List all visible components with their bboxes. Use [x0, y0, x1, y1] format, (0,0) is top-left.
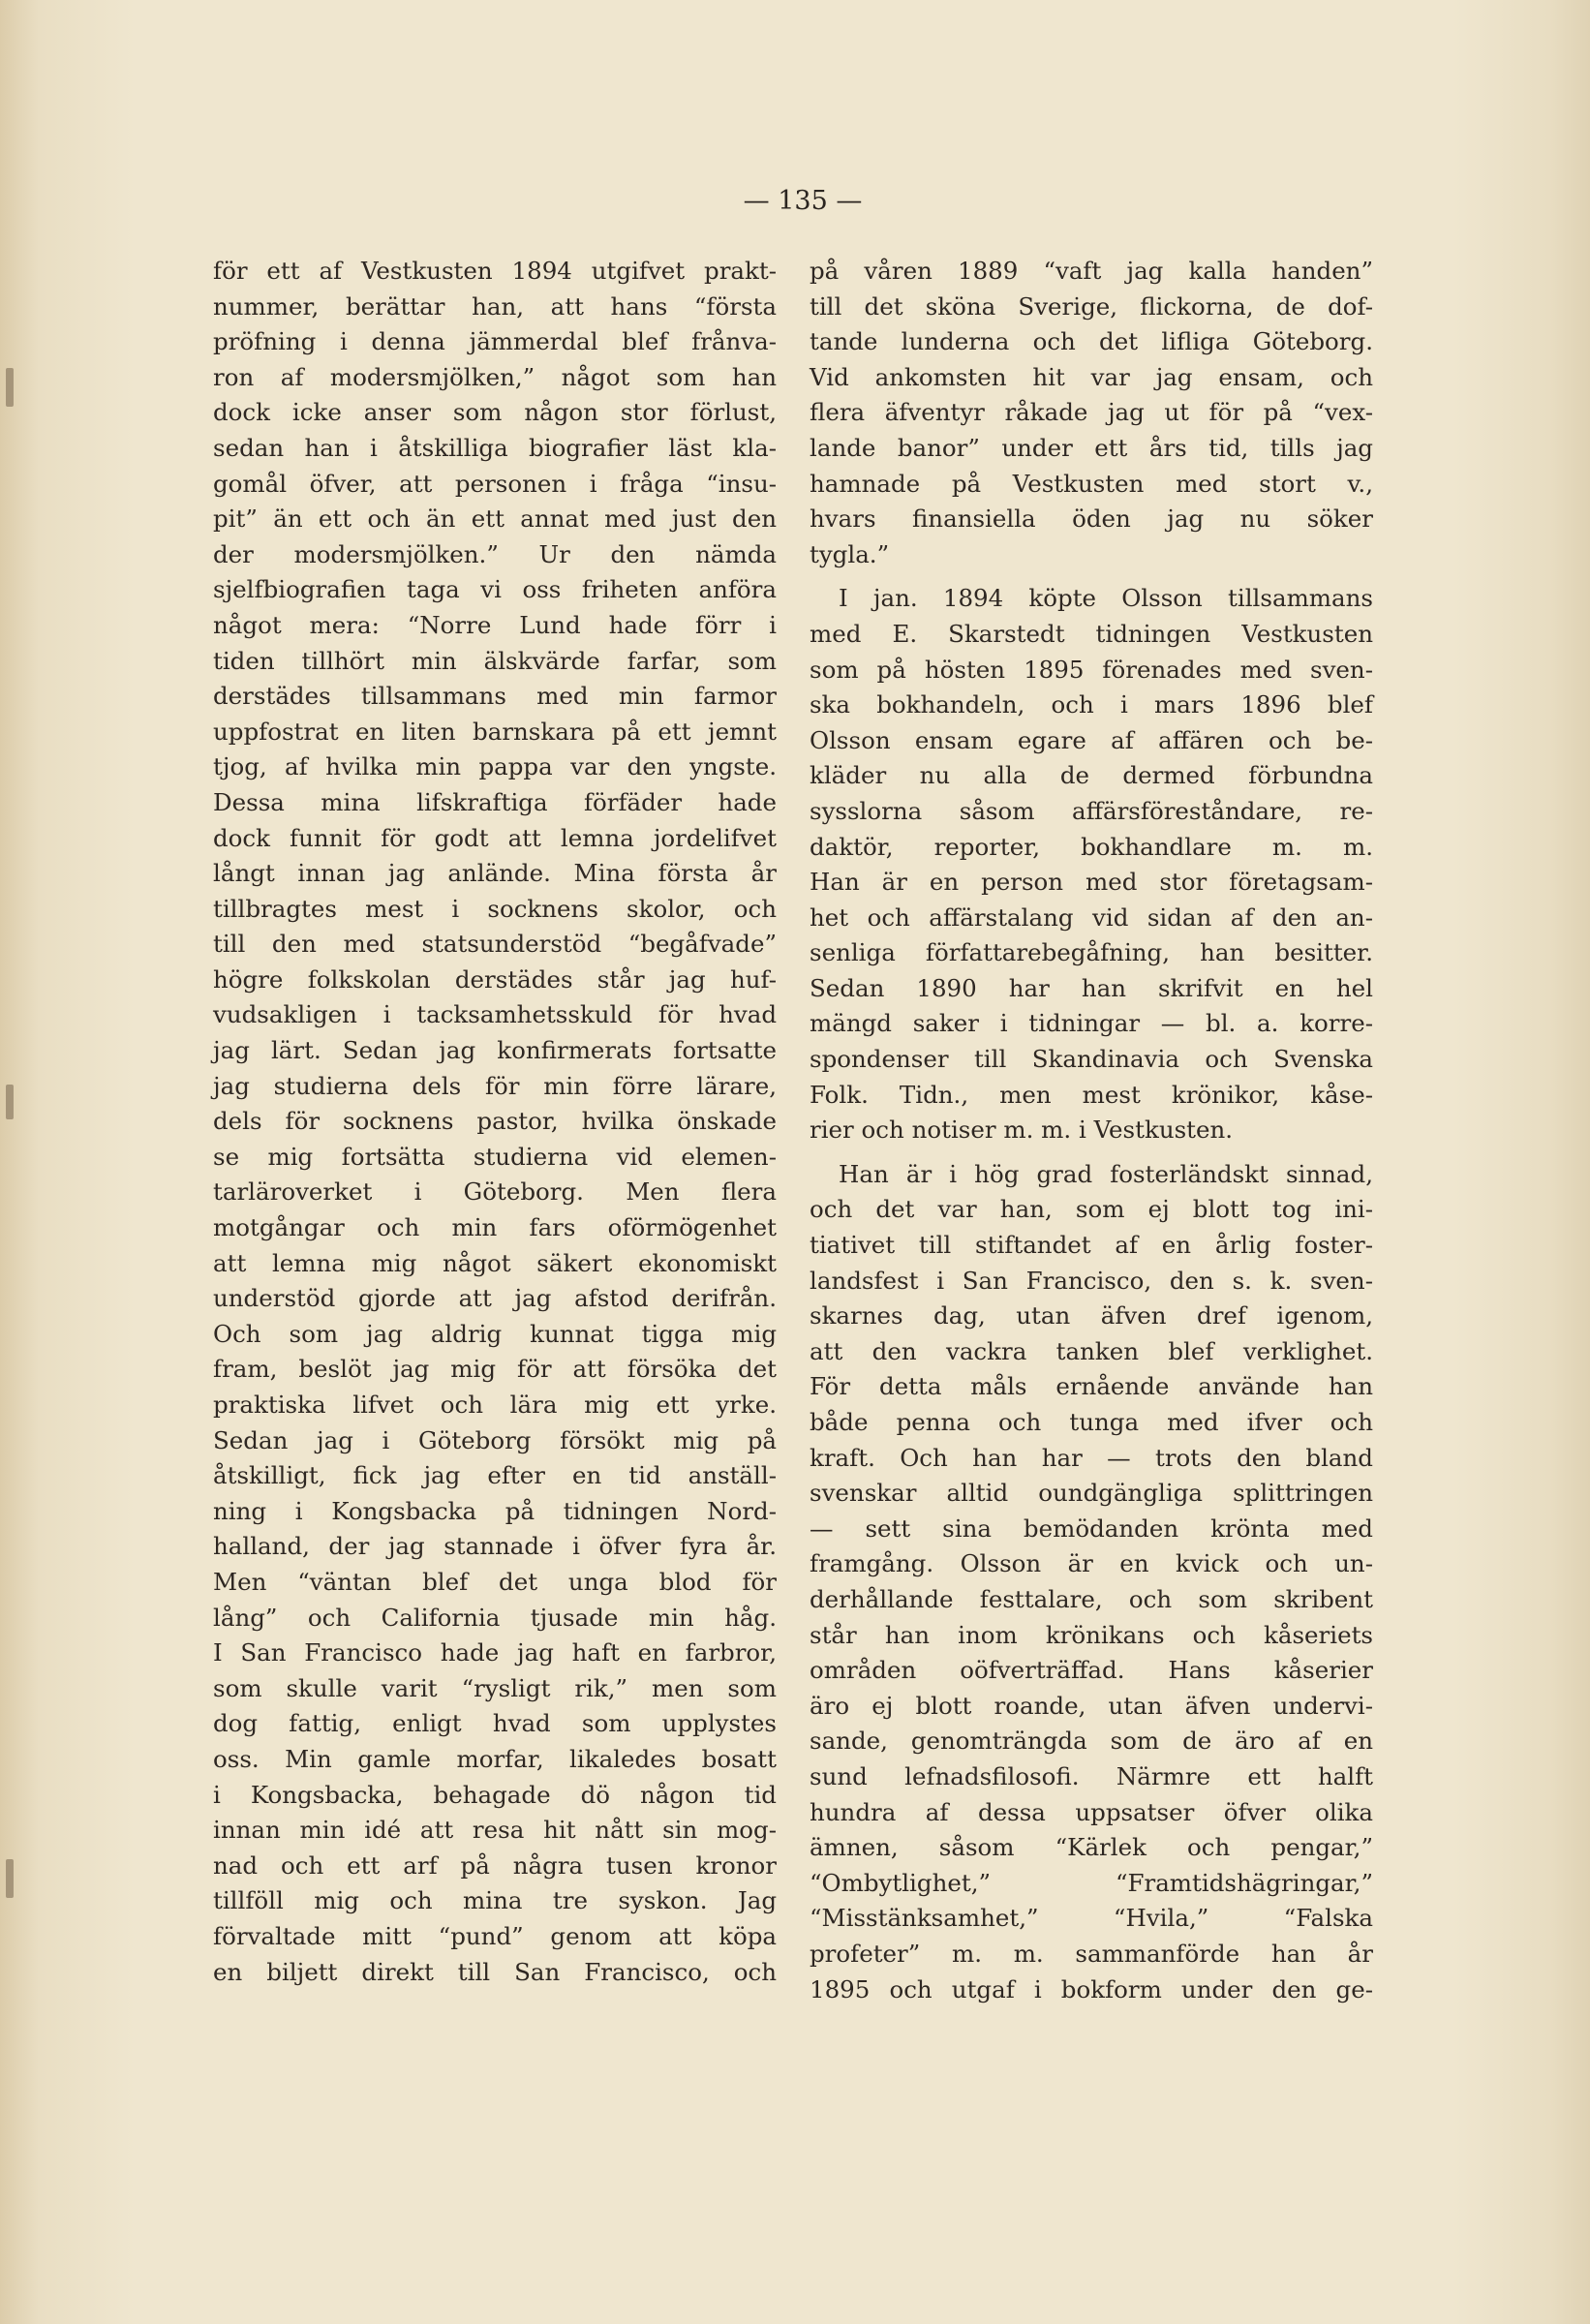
text-line: uppfostrat en liten barnskara på ett jemnt: [213, 717, 777, 746]
text-line: dock icke anser som någon stor förlust,: [213, 398, 777, 427]
text-line: der modersmjölken.” Ur den nämda: [213, 539, 777, 568]
text-line: I San Francisco hade jag haft en farbror,: [213, 1638, 777, 1667]
text-line: åtskilligt, fick jag efter en tid anställ-: [213, 1461, 777, 1490]
text-line: lång” och California tjusade min håg.: [213, 1603, 777, 1632]
text-line: högre folkskolan derstädes står jag huf-: [213, 964, 777, 994]
margin-mark: [6, 1085, 14, 1119]
text-line: gomål öfver, att personen i fråga “insu-: [213, 469, 777, 498]
text-line: tillföll mig och mina tre syskon. Jag: [213, 1886, 777, 1915]
text-line: “Misstänksamhet,” “Hvila,” “Falska: [810, 1904, 1373, 1933]
text-line: Men “väntan blef det unga blod för: [213, 1567, 777, 1596]
text-line: både penna och tunga med ifver och: [810, 1408, 1373, 1436]
text-line: som på hösten 1895 förenades med sven-: [810, 655, 1373, 684]
paragraph: [810, 581, 1373, 1148]
text-line: sund lefnadsfilosofi. Närmre ett halft: [810, 1761, 1373, 1790]
text-line: står han inom krönikans och kåseriets: [810, 1620, 1373, 1649]
text-line: till det sköna Sverige, flickorna, de dof-: [810, 291, 1373, 321]
text-line: ning i Kongsbacka på tidningen Nord-: [213, 1496, 777, 1525]
text-line: pröfning i denna jämmerdal blef frånva-: [213, 327, 777, 356]
text-line: Folk. Tidn., men mest krönikor, kåse-: [810, 1080, 1373, 1109]
page-number: — 135 —: [743, 186, 863, 216]
text-line: För detta måls ernående använde han: [810, 1372, 1373, 1401]
text-line: Dessa mina lifskraftiga förfäder hade: [213, 787, 777, 816]
right-column: [810, 254, 1373, 2007]
text-line: tillbragtes mest i socknens skolor, och: [213, 894, 777, 923]
text-line: pit” än ett och än ett annat med just den: [213, 505, 777, 534]
text-line: senliga författarebegåfning, han besitter.: [810, 938, 1373, 967]
text-line: het och affärstalang vid sidan af den an-: [810, 902, 1373, 932]
text-line: för ett af Vestkusten 1894 utgifvet prakt-: [213, 257, 777, 285]
text-line: “Ombytlighet,” “Framtidshägringar,”: [810, 1868, 1373, 1897]
text-line: I jan. 1894 köpte Olsson tillsammans: [839, 584, 1373, 613]
text-line: ska bokhandeln, och i mars 1896 blef: [810, 690, 1373, 719]
text-line: sysslorna såsom affärsföreståndare, re-: [810, 796, 1373, 825]
text-line: derhållande festtalare, och som skribent: [810, 1584, 1373, 1613]
text-line: i Kongsbacka, behagade dö någon tid: [213, 1780, 777, 1809]
text-line: som skulle varit “rysligt rik,” men som: [213, 1673, 777, 1702]
text-line: spondenser till Skandinavia och Svenska: [810, 1045, 1373, 1074]
text-line: landsfest i San Francisco, den s. k. sven-: [810, 1266, 1373, 1295]
text-line: flera äfventyr råkade jag ut för på “vex-: [810, 398, 1373, 427]
text-line: jag lärt. Sedan jag konfirmerats fortsatte: [213, 1036, 777, 1065]
text-line: — sett sina bemödanden krönta med: [810, 1514, 1373, 1543]
text-line: att den vackra tanken blef verklighet.: [810, 1336, 1373, 1365]
text-line: att lemna mig något säkert ekonomiskt: [213, 1248, 777, 1277]
text-line: dels för socknens pastor, hvilka önskade: [213, 1107, 777, 1136]
text-line: tygla.”: [810, 539, 890, 568]
text-line: förvaltade mitt “pund” genom att köpa: [213, 1921, 777, 1950]
text-line: en biljett direkt till San Francisco, och: [213, 1957, 777, 1986]
text-line: Sedan 1890 har han skrifvit en hel: [810, 973, 1373, 1002]
text-line: jag studierna dels för min förre lärare,: [213, 1071, 777, 1100]
text-line: hamnade på Vestkusten med stort v.,: [810, 469, 1373, 498]
text-line: ämnen, såsom “Kärlek och pengar,”: [810, 1833, 1373, 1862]
text-line: daktör, reporter, bokhandlare m. m.: [810, 832, 1373, 861]
text-line: Han är i hög grad fosterländskt sinnad,: [839, 1159, 1373, 1188]
margin-mark: [6, 368, 14, 407]
text-line: sedan han i åtskilliga biografier läst kla-: [213, 433, 777, 462]
margin-mark: [6, 1859, 14, 1898]
paragraph: [810, 254, 1373, 572]
text-line: praktiska lifvet och lära mig ett yrke.: [213, 1391, 777, 1419]
text-line: oss. Min gamle morfar, likaledes bosatt: [213, 1744, 777, 1773]
text-line: sjelfbiografien taga vi oss friheten anföra: [213, 575, 777, 604]
text-line: dog fattig, enligt hvad som upplystes: [213, 1709, 777, 1738]
text-line: på våren 1889 “vaft jag kalla handen”: [810, 257, 1373, 285]
text-line: tiativet till stiftandet af en årlig foster-: [810, 1231, 1373, 1260]
text-line: fram, beslöt jag mig för att försöka det: [213, 1355, 777, 1384]
text-line: kläder nu alla de dermed förbundna: [810, 761, 1373, 790]
text-line: Han är en person med stor företagsam-: [810, 868, 1373, 897]
text-line: till den med statsunderstöd “begåfvade”: [213, 930, 777, 959]
text-line: något mera: “Norre Lund hade förr i: [213, 610, 777, 639]
text-line: äro ej blott roande, utan äfven undervi-: [810, 1691, 1373, 1720]
text-line: sande, genomträngda som de äro af en: [810, 1727, 1373, 1756]
text-line: vudsakligen i tacksamhetsskuld för hvad: [213, 1000, 777, 1029]
text-line: rier och notiser m. m. i Vestkusten.: [810, 1116, 1234, 1145]
text-line: hundra af dessa uppsatser öfver olika: [810, 1797, 1373, 1826]
text-line: 1895 och utgaf i bokform under den ge-: [810, 1974, 1373, 2003]
text-line: hvars finansiella öden jag nu söker: [810, 505, 1373, 534]
text-line: halland, der jag stannade i öfver fyra år.: [213, 1532, 777, 1561]
text-line: svenskar alltid oundgängliga splittringen: [810, 1479, 1373, 1508]
text-line: understöd gjorde att jag afstod derifrån.: [213, 1284, 777, 1313]
text-line: Olsson ensam egare af affären och be-: [810, 725, 1373, 754]
text-line: derstädes tillsammans med min farmor: [213, 682, 777, 711]
text-line: innan min idé att resa hit nått sin mog-: [213, 1816, 777, 1845]
text-line: dock funnit för godt att lemna jordelifvet: [213, 823, 777, 852]
text-line: långt innan jag anlände. Mina första år: [213, 859, 777, 888]
text-line: tjog, af hvilka min pappa var den yngste.: [213, 752, 777, 781]
text-line: se mig fortsätta studierna vid elemen-: [213, 1142, 777, 1171]
text-line: tiden tillhört min älskvärde farfar, som: [213, 646, 777, 675]
text-line: ron af modersmjölken,” något som han: [213, 362, 777, 391]
text-line: och det var han, som ej blott tog ini-: [810, 1195, 1373, 1224]
text-line: kraft. Och han har — trots den bland: [810, 1443, 1373, 1472]
text-line: tarläroverket i Göteborg. Men flera: [213, 1177, 777, 1207]
text-line: mängd saker i tidningar — bl. a. korre-: [810, 1009, 1373, 1038]
text-line: områden oöfverträffad. Hans kåserier: [810, 1656, 1373, 1685]
text-line: framgång. Olsson är en kvick och un-: [810, 1549, 1373, 1578]
text-line: Och som jag aldrig kunnat tigga mig: [213, 1319, 777, 1348]
text-line: nummer, berättar han, att hans “första: [213, 291, 777, 321]
text-line: nad och ett arf på några tusen kronor: [213, 1850, 777, 1880]
text-line: skarnes dag, utan äfven dref igenom,: [810, 1301, 1373, 1330]
text-line: med E. Skarstedt tidningen Vestkusten: [810, 619, 1373, 648]
text-line: profeter” m. m. sammanförde han år: [810, 1939, 1373, 1968]
text-line: Vid ankomsten hit var jag ensam, och: [810, 362, 1373, 391]
text-line: tande lunderna och det lifliga Göteborg.: [810, 327, 1373, 356]
text-line: lande banor” under ett års tid, tills jag: [810, 433, 1373, 462]
left-column: [213, 254, 777, 1990]
text-line: motgångar och min fars oförmögenhet: [213, 1213, 777, 1242]
text-line: Sedan jag i Göteborg försökt mig på: [213, 1425, 777, 1454]
paragraph: [810, 1157, 1373, 2007]
